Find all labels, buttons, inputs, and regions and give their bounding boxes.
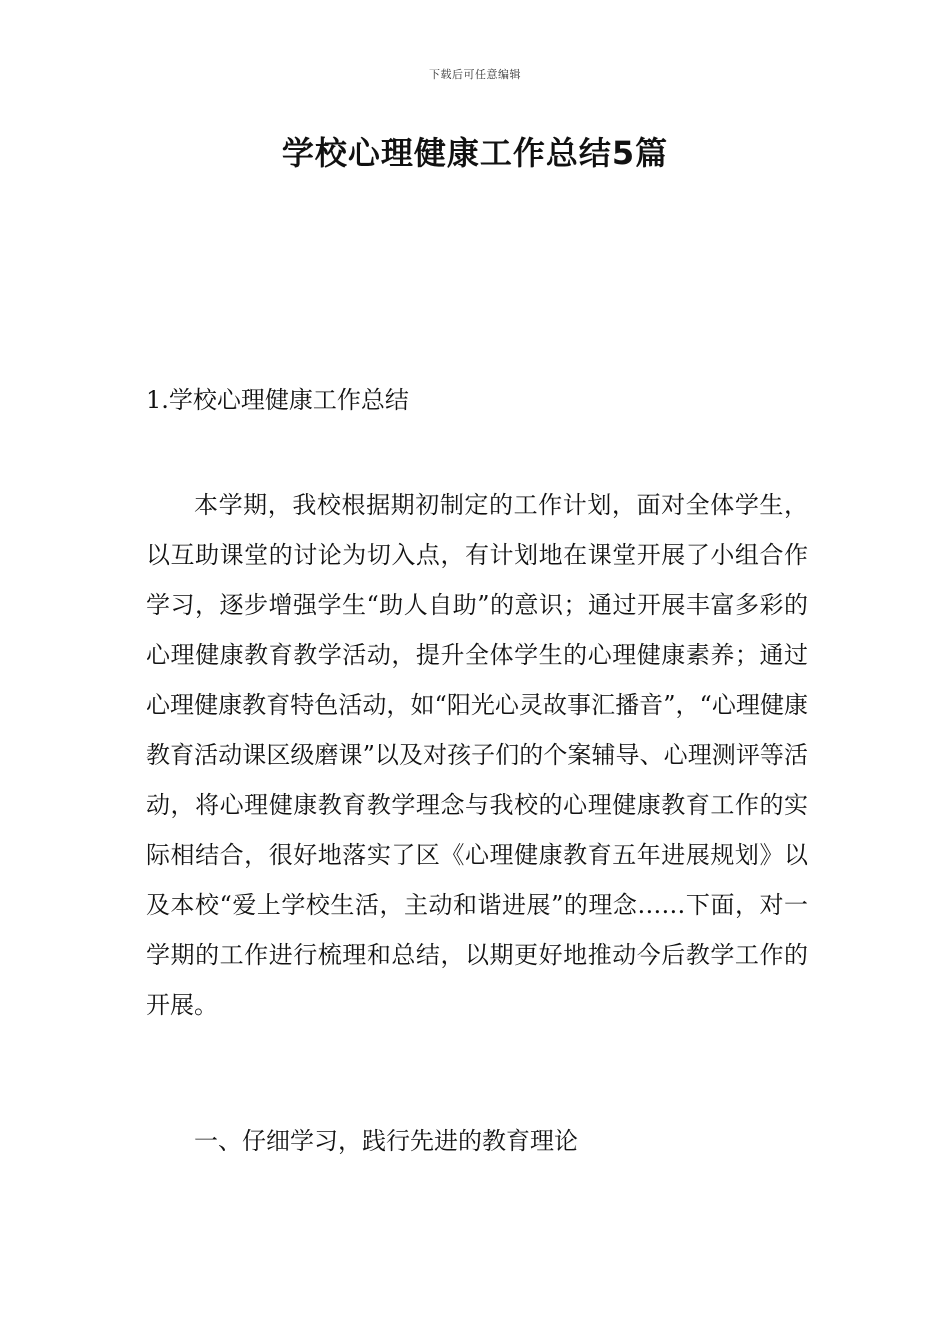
section-heading: 1.学校心理健康工作总结	[146, 386, 409, 414]
document-title: 学校心理健康工作总结5篇	[281, 134, 669, 172]
sub-heading: 一、仔细学习，践行先进的教育理论	[194, 1127, 578, 1155]
header-note: 下载后可任意编辑	[429, 68, 521, 81]
body-paragraph: 本学期，我校根据期初制定的工作计划，面对全体学生，以互助课堂的讨论为切入点，有计划地在课堂开展了小组合作学习，逐步增强学生“助人自助”的意识；通过开展丰富多彩的心理健康教育教学活动，提升全体学生的心理健康素养；通过心理健康教育特色活动，如“阳光心灵故事汇播音”，“心理健康教育活动课区级磨课”以及对孩子们的个案辅导、心理测评等活动，将心理健康教育教学理念与我校的心理健康教育工作的实际相结合，很好地落实了区《心理健康教育五年进展规划》以及本校“爱上学校生活，主动和谐进展”的理念……下面，对一学期的工作进行梳理和总结，以期更好地推动今后教学工作的开展。	[146, 491, 808, 1019]
